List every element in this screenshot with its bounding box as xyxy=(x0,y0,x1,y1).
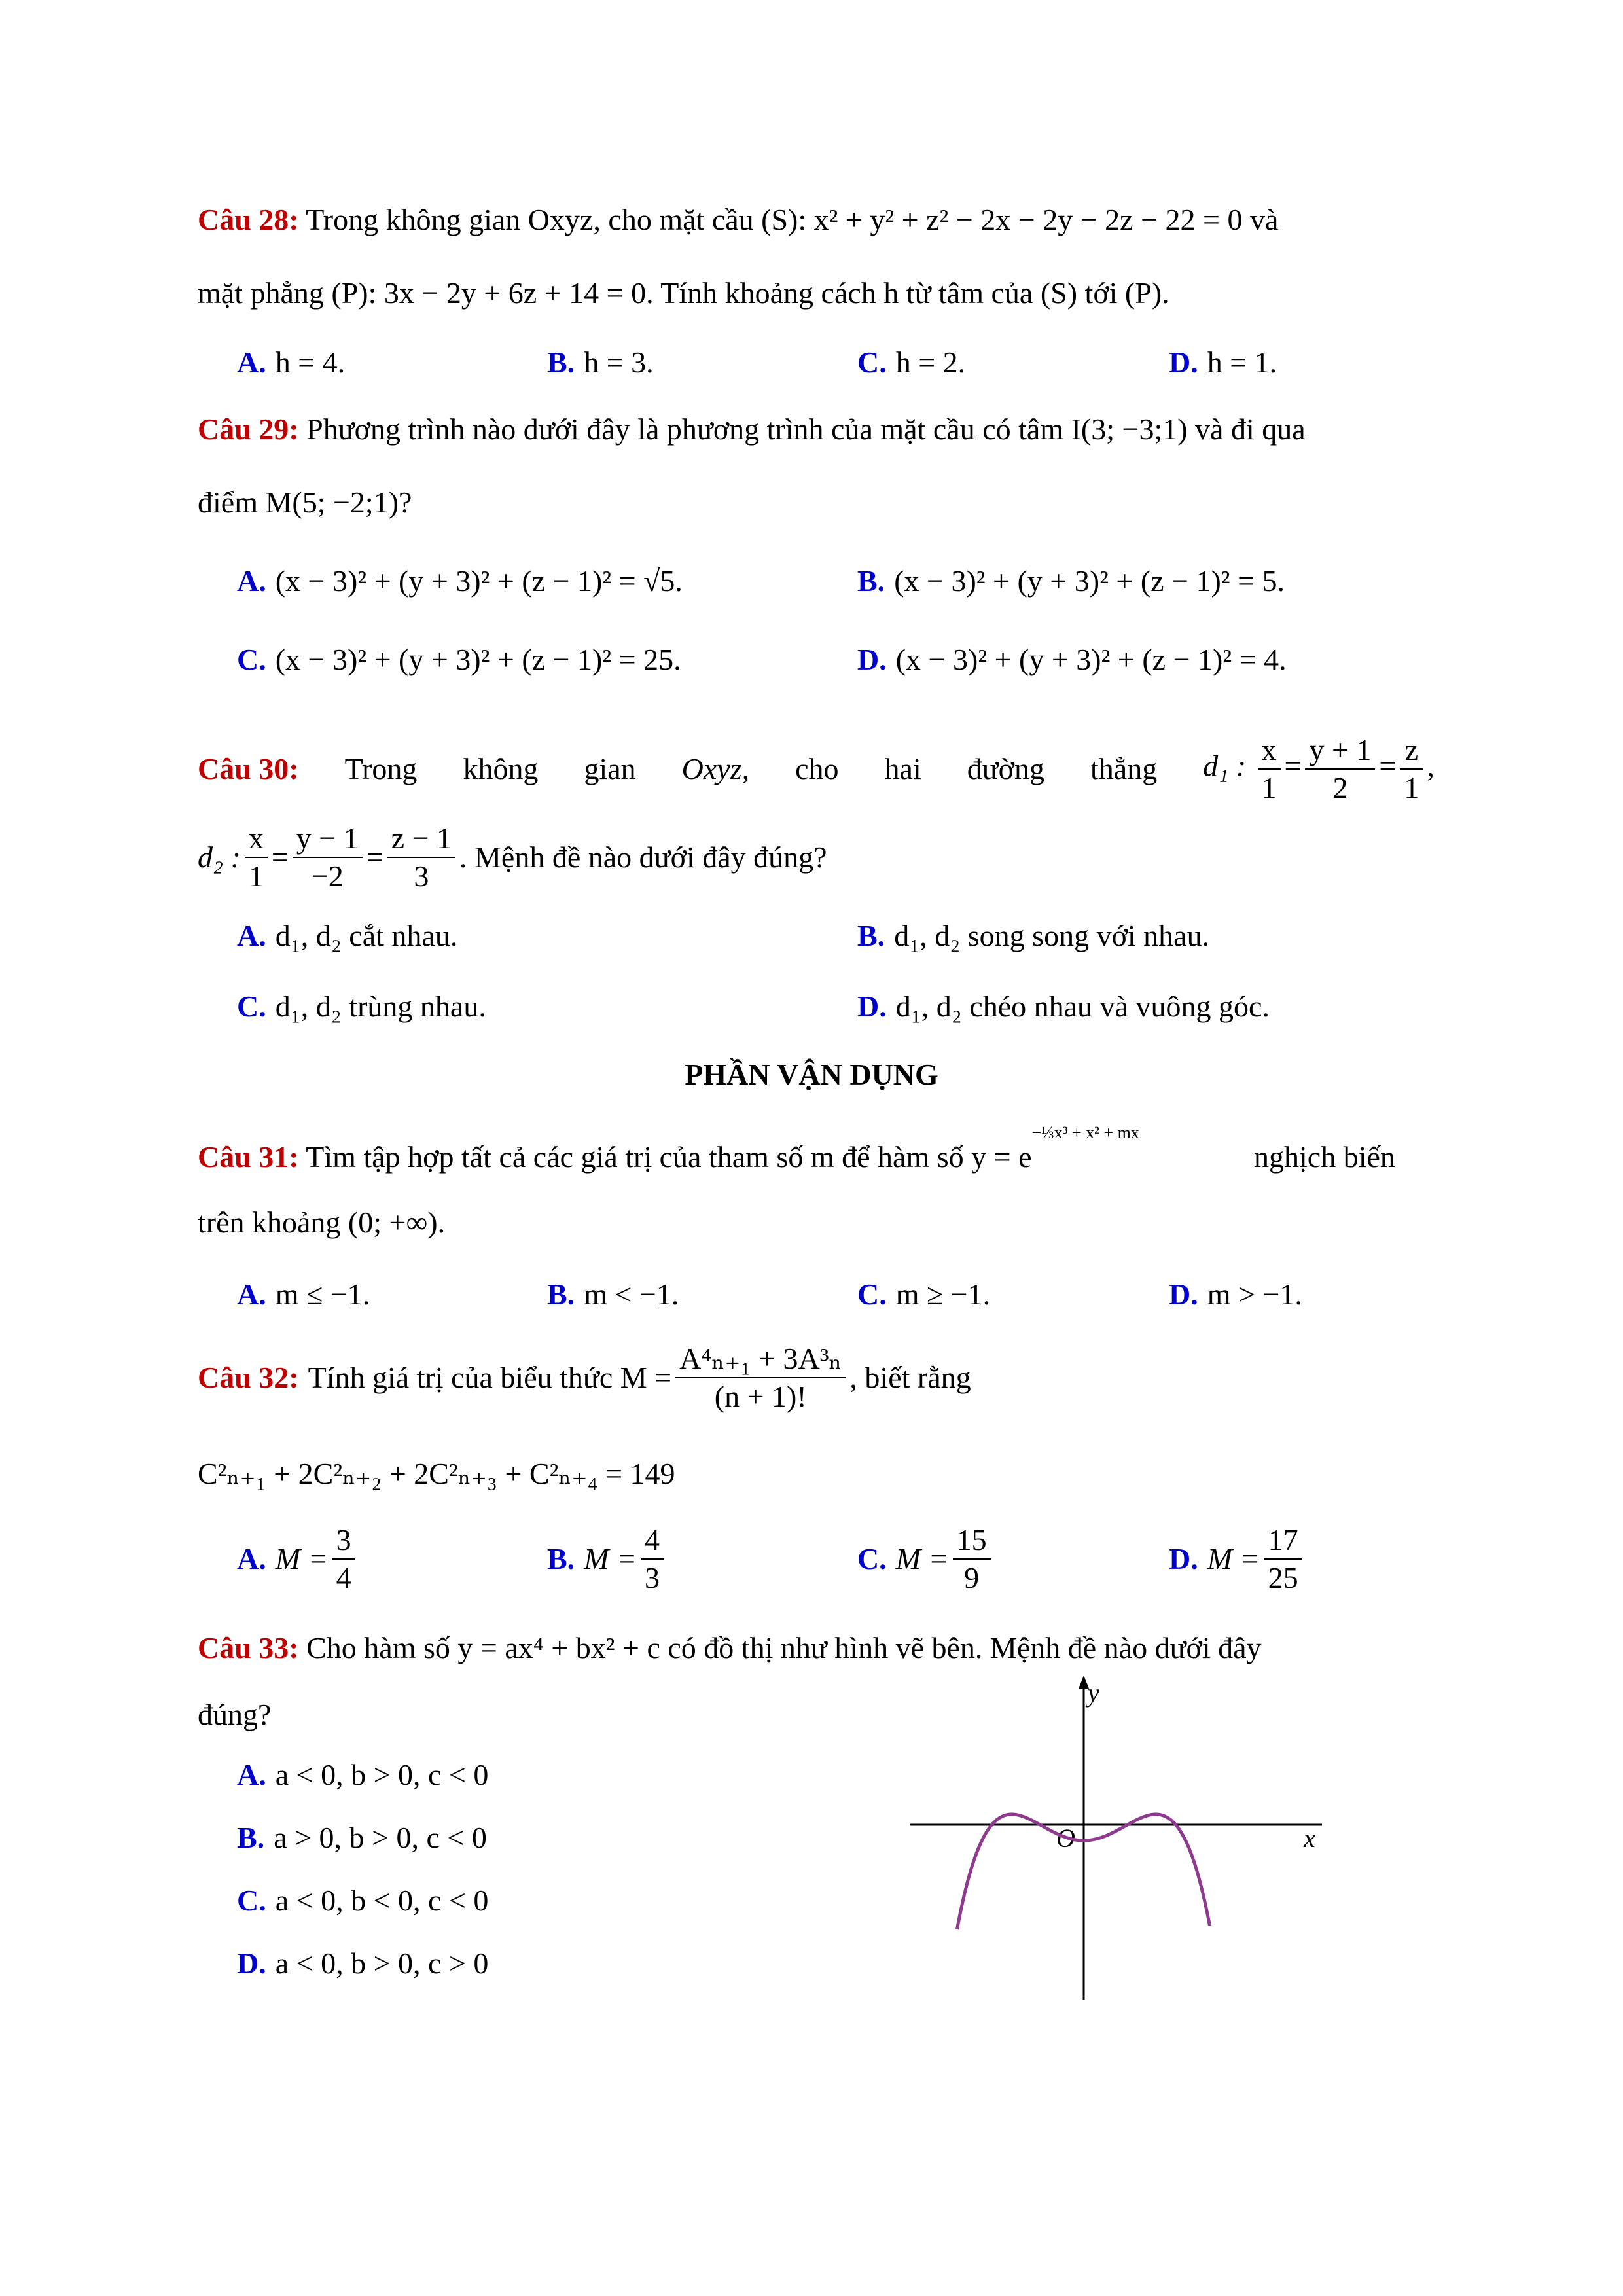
q32-condition: C²ₙ₊₁ + 2C²ₙ₊₂ + 2C²ₙ₊₃ + C²ₙ₊₄ = 149 xyxy=(198,1457,675,1490)
option-label: D. xyxy=(1169,1542,1198,1575)
q31-label: Câu 31: xyxy=(198,1140,299,1174)
option-label: B. xyxy=(547,1542,575,1575)
q32-option-b[interactable] xyxy=(547,1522,668,1596)
q28-text-2: mặt phẳng (P): 3x − 2y + 6z + 14 = 0. Tính khoảng cách h từ tâm của (S) tới (P). xyxy=(198,276,1169,310)
q31-text-2: trên khoảng (0; +∞). xyxy=(198,1206,446,1239)
origin-label: O xyxy=(1056,1823,1075,1853)
q30-option-b[interactable] xyxy=(857,916,1209,956)
option-label: C. xyxy=(857,1542,887,1575)
q30-option-d[interactable] xyxy=(857,987,1270,1026)
q30-label: Câu 30: xyxy=(198,752,299,785)
option-text: a < 0, b < 0, c < 0 xyxy=(275,1884,489,1917)
fraction xyxy=(1264,1522,1302,1596)
q30-word: Oxyz, xyxy=(681,752,750,785)
y-axis-label: y xyxy=(1088,1678,1099,1708)
denominator: 1 xyxy=(248,859,264,893)
q32-option-a[interactable] xyxy=(237,1522,359,1596)
numerator: 15 xyxy=(953,1522,991,1560)
q28-option-a[interactable] xyxy=(237,343,345,382)
option-label: C. xyxy=(237,643,266,676)
q28-line2 xyxy=(198,274,1169,313)
option-text: m ≥ −1. xyxy=(895,1278,991,1311)
fraction xyxy=(641,1522,664,1596)
option-text: M = xyxy=(584,1542,637,1575)
q31-option-d[interactable] xyxy=(1169,1275,1302,1314)
q33-line1 xyxy=(198,1628,1262,1668)
option-text: a > 0, b > 0, c < 0 xyxy=(274,1821,487,1854)
denominator: 2 xyxy=(1332,771,1348,804)
option-text: a < 0, b > 0, c > 0 xyxy=(275,1946,489,1980)
option-label: C. xyxy=(857,1278,887,1311)
q29-line1 xyxy=(198,410,1306,449)
numerator: y − 1 xyxy=(293,820,363,858)
fraction xyxy=(1400,732,1423,806)
q29-option-b[interactable] xyxy=(857,562,1285,601)
q33-option-a[interactable] xyxy=(237,1755,488,1795)
q31-line1 xyxy=(198,1122,1395,1177)
q29-option-d[interactable] xyxy=(857,640,1287,679)
numerator: 3 xyxy=(332,1522,355,1560)
d1-name: d₁ : xyxy=(1203,749,1247,783)
q31-text-1: Tìm tập hợp tất cả các giá trị của tham số m để hàm số y = e xyxy=(306,1140,1032,1174)
option-label: D. xyxy=(857,990,887,1023)
q30-line1 xyxy=(198,726,1435,812)
denominator: 3 xyxy=(645,1561,660,1594)
fraction xyxy=(1305,732,1375,806)
numerator: z − 1 xyxy=(387,820,455,858)
option-label: B. xyxy=(857,564,885,598)
denominator: (n + 1)! xyxy=(714,1380,807,1413)
q29-line2 xyxy=(198,483,412,522)
option-text: (x − 3)² + (y + 3)² + (z − 1)² = 25. xyxy=(275,643,681,676)
q31-text-1-end: nghịch biến xyxy=(1254,1140,1395,1174)
numerator: z xyxy=(1400,732,1423,770)
q30-option-c[interactable] xyxy=(237,987,486,1026)
denominator: 25 xyxy=(1268,1561,1298,1594)
q28-line1 xyxy=(198,200,1278,240)
q30-word: cho xyxy=(795,752,839,785)
fraction xyxy=(332,1522,355,1596)
fraction xyxy=(293,820,363,895)
option-label: C. xyxy=(237,990,266,1023)
x-axis-label: x xyxy=(1304,1823,1315,1853)
option-text: h = 4. xyxy=(275,346,346,379)
q32-text: Tính giá trị của biểu thức M = xyxy=(308,1361,672,1394)
q33-function-graph xyxy=(903,1669,1335,2009)
q33-line2 xyxy=(198,1695,271,1734)
q30-word: gian xyxy=(584,752,636,785)
q28-option-b[interactable] xyxy=(547,343,654,382)
option-label: D. xyxy=(857,643,887,676)
q31-option-a[interactable] xyxy=(237,1275,370,1314)
q33-option-b[interactable] xyxy=(237,1818,487,1857)
q31-exponent: −⅓x³ + x² + mx xyxy=(1031,1122,1139,1142)
option-text: d₁, d₂ chéo nhau và vuông góc. xyxy=(895,990,1270,1023)
option-text: M = xyxy=(275,1542,329,1575)
numerator: x xyxy=(1258,732,1281,770)
q30-question: . Mệnh đề nào dưới đây đúng? xyxy=(459,840,827,874)
option-text: m < −1. xyxy=(584,1278,679,1311)
numerator: y + 1 xyxy=(1305,732,1375,770)
option-label: B. xyxy=(547,346,575,379)
q33-option-c[interactable] xyxy=(237,1881,488,1920)
q30-word: đường xyxy=(967,752,1044,785)
option-text: (x − 3)² + (y + 3)² + (z − 1)² = √5. xyxy=(275,564,683,598)
q28-option-c[interactable] xyxy=(857,343,965,382)
q32-text-end: , biết rằng xyxy=(849,1361,971,1394)
option-text: (x − 3)² + (y + 3)² + (z − 1)² = 4. xyxy=(895,643,1287,676)
denominator: 4 xyxy=(336,1561,351,1594)
q28-option-d[interactable] xyxy=(1169,343,1277,382)
q31-option-c[interactable] xyxy=(857,1275,990,1314)
option-label: A. xyxy=(237,346,266,379)
q30-d1-equation: d₁ : $\frac{x}{1}$ = $\frac{y + 1}{2}$ = $\frac{z}{1}$ , xyxy=(1203,732,1435,806)
option-text: d₁, d₂ song song với nhau. xyxy=(894,919,1210,952)
numerator: 17 xyxy=(1264,1522,1302,1560)
q30-word: không xyxy=(463,752,539,785)
q30-word: Trong xyxy=(344,752,418,785)
denominator: −2 xyxy=(311,859,344,893)
fraction xyxy=(245,820,268,895)
option-text: h = 2. xyxy=(895,346,966,379)
option-label: D. xyxy=(237,1946,266,1980)
q29-label: Câu 29: xyxy=(198,412,299,446)
option-label: D. xyxy=(1169,346,1198,379)
q31-option-b[interactable] xyxy=(547,1275,679,1314)
q33-text-1: Cho hàm số y = ax⁴ + bx² + c có đồ thị như hình vẽ bên. Mệnh đề nào dưới đây xyxy=(306,1631,1262,1664)
q33-option-d[interactable] xyxy=(237,1944,488,1983)
q30-option-a[interactable] xyxy=(237,916,457,956)
q31-line2 xyxy=(198,1203,445,1242)
q33-label: Câu 33: xyxy=(198,1631,299,1664)
q29-text-1: Phương trình nào dưới đây là phương trình của mặt cầu có tâm I(3; −3;1) và đi qua xyxy=(306,412,1306,446)
denominator: 1 xyxy=(1404,771,1419,804)
fraction xyxy=(387,820,455,895)
option-label: A. xyxy=(237,564,266,598)
q32-fraction xyxy=(675,1340,846,1415)
q30-word: thẳng xyxy=(1090,752,1158,785)
q33-text-2: đúng? xyxy=(198,1698,272,1731)
d2-name: d₂ : xyxy=(198,840,241,874)
numerator: 4 xyxy=(641,1522,664,1560)
option-text: h = 3. xyxy=(584,346,654,379)
option-label: D. xyxy=(1169,1278,1198,1311)
option-label: C. xyxy=(237,1884,266,1917)
option-label: B. xyxy=(237,1821,265,1854)
q28-label: Câu 28: xyxy=(198,203,299,236)
q32-option-c[interactable] xyxy=(857,1522,995,1596)
q32-option-d[interactable] xyxy=(1169,1522,1306,1596)
option-text: m ≤ −1. xyxy=(275,1278,370,1311)
denominator: 3 xyxy=(414,859,429,893)
q28-text-1: Trong không gian Oxyz, cho mặt cầu (S): x² + y² + z² − 2x − 2y − 2z − 22 = 0 và xyxy=(306,203,1279,236)
option-label: A. xyxy=(237,919,266,952)
denominator: 1 xyxy=(1261,771,1277,804)
fraction xyxy=(953,1522,991,1596)
q29-option-a[interactable] xyxy=(237,562,683,601)
option-label: A. xyxy=(237,1758,266,1791)
q30-word: hai xyxy=(884,752,921,785)
option-label: C. xyxy=(857,346,887,379)
option-label: A. xyxy=(237,1542,266,1575)
option-text: M = xyxy=(1207,1542,1260,1575)
q32-label: Câu 32: xyxy=(198,1361,299,1394)
option-text: h = 1. xyxy=(1207,346,1277,379)
option-label: B. xyxy=(547,1278,575,1311)
option-text: d₁, d₂ trùng nhau. xyxy=(275,990,486,1023)
numerator: x xyxy=(245,820,268,858)
q29-option-c[interactable] xyxy=(237,640,681,679)
q29-text-2: điểm M(5; −2;1)? xyxy=(198,486,412,519)
option-text: a < 0, b > 0, c < 0 xyxy=(275,1758,489,1791)
denominator: 9 xyxy=(964,1561,980,1594)
option-label: B. xyxy=(857,919,885,952)
q30-line2: d₂ : $\frac{x}{1}$ = $\frac{y - 1}{-2}$ = $\frac{z - 1}{3}$ . Mệnh đề nào dưới đây đúng? xyxy=(198,815,827,900)
numerator: A⁴ₙ₊₁ + 3A³ₙ xyxy=(675,1340,846,1378)
fraction xyxy=(1258,732,1281,806)
q32-line1 xyxy=(198,1335,971,1420)
option-text: M = xyxy=(895,1542,949,1575)
option-text: (x − 3)² + (y + 3)² + (z − 1)² = 5. xyxy=(894,564,1285,598)
option-label: A. xyxy=(237,1278,266,1311)
option-text: d₁, d₂ cắt nhau. xyxy=(275,919,458,952)
option-text: m > −1. xyxy=(1207,1278,1302,1311)
section-title: PHẦN VẬN DỤNG xyxy=(685,1058,938,1091)
